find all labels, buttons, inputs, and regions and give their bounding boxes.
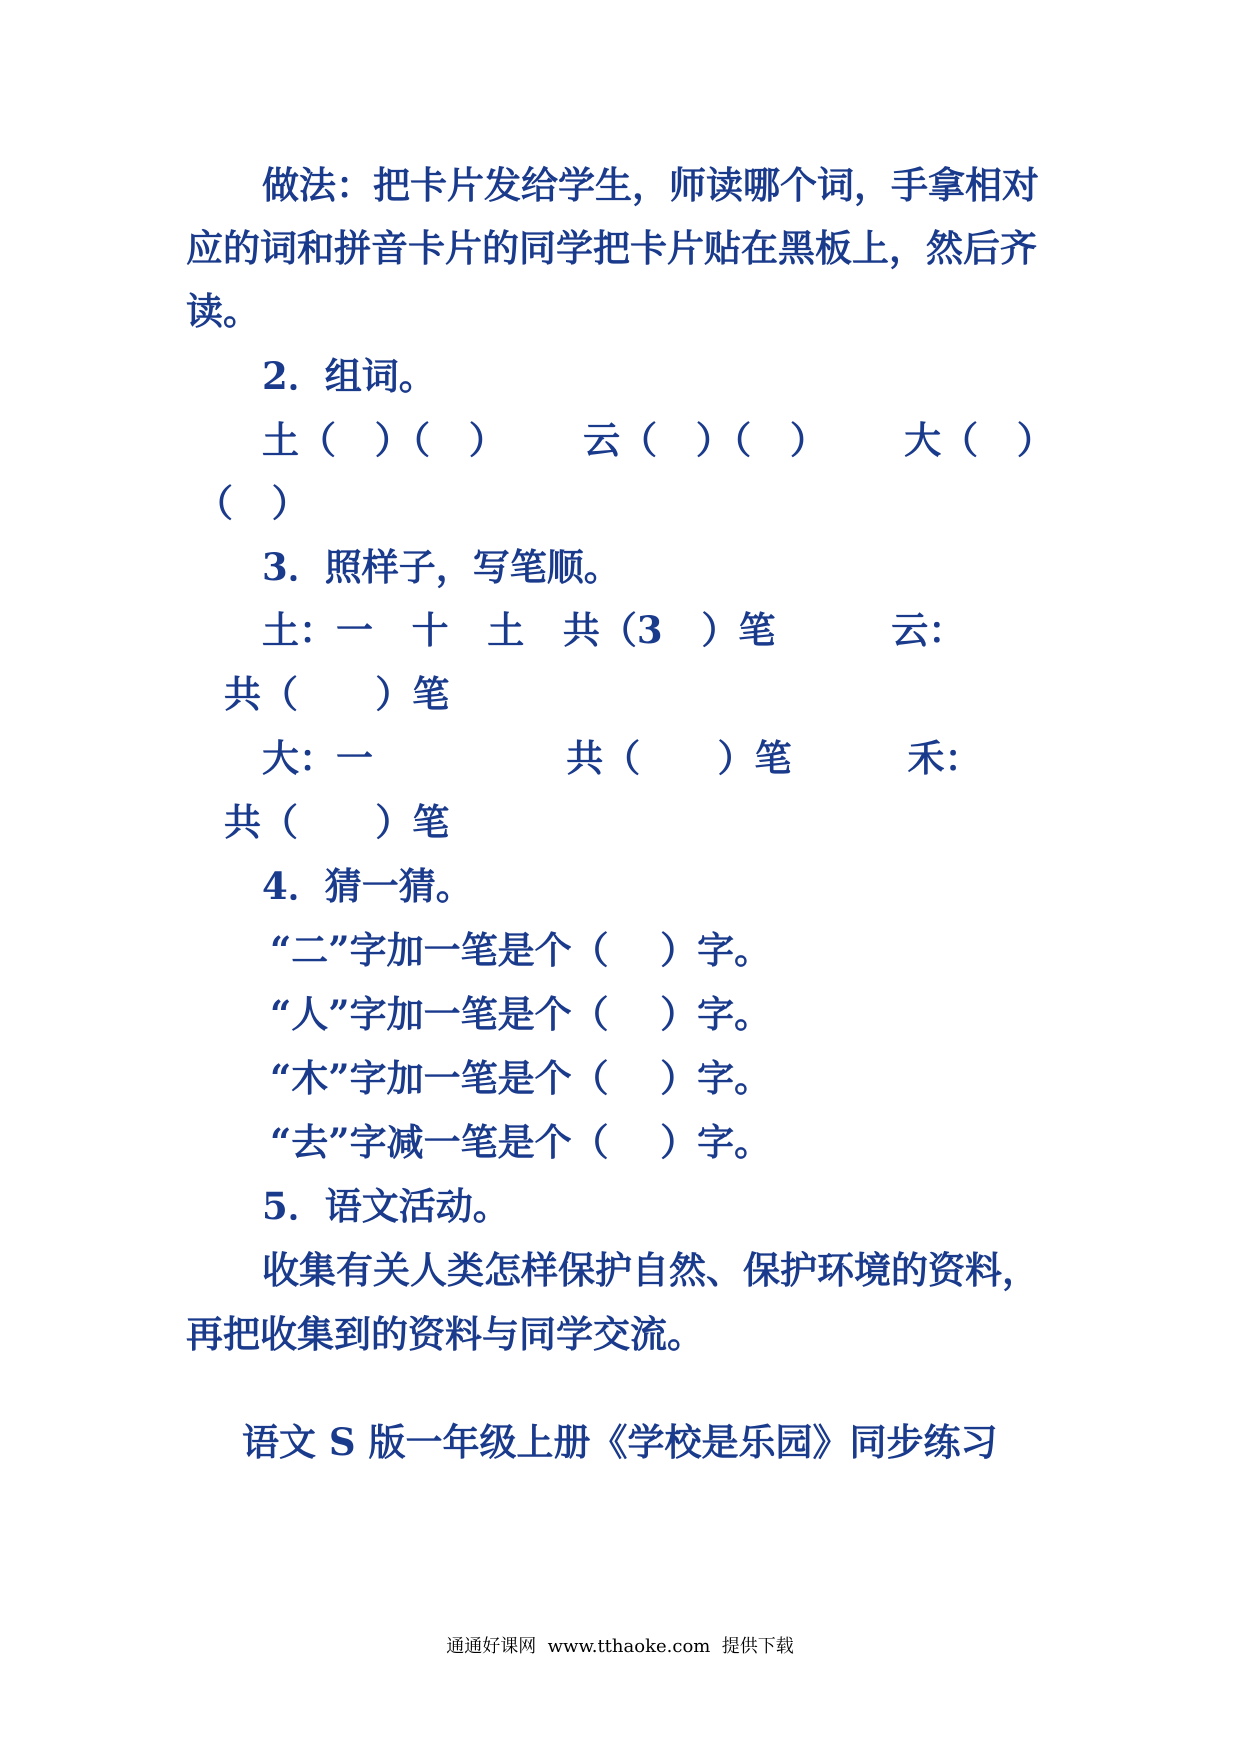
q3-row-2: 大：一 共（ ）笔 禾：: [262, 736, 982, 780]
q3-row-1: 土：一 十 土 共（3 ）笔 云：: [262, 608, 966, 652]
next-section-title: 语文 S 版一年级上册《学校是乐园》同步练习: [242, 1420, 998, 1464]
q3-row-1b: 共（ ）笔: [224, 672, 450, 716]
page-footer: 通通好课网 www.tthaoke.com 提供下载: [446, 1636, 794, 1657]
method-line-2: 应的词和拼音卡片的同学把卡片贴在黑板上，然后齐: [186, 226, 1037, 270]
q5-heading: 5．语文活动。: [262, 1184, 510, 1228]
q2-line-2: （ ）: [196, 481, 309, 525]
q2-line-1: 土（ ）（ ） 云（ ）（ ） 大（ ）: [262, 418, 1054, 462]
q4-item: “木”字加一笔是个（ ）字。: [270, 1056, 772, 1100]
q5-line-2: 再把收集到的资料与同学交流。: [186, 1312, 704, 1356]
method-line-3: 读。: [186, 289, 260, 333]
q5-line-1: 收集有关人类怎样保护自然、保护环境的资料，: [262, 1248, 1039, 1292]
q4-item: “二”字加一笔是个（ ）字。: [270, 928, 772, 972]
q2-heading: 2．组词。: [262, 354, 436, 398]
q4-heading: 4．猜一猜。: [262, 864, 473, 908]
q4-item: “去”字减一笔是个（ ）字。: [270, 1120, 772, 1164]
method-line-1: 做法：把卡片发给学生，师读哪个词，手拿相对: [262, 163, 1039, 207]
q3-row-2b: 共（ ）笔: [224, 800, 450, 844]
q3-heading: 3．照样子，写笔顺。: [262, 545, 621, 589]
q4-item: “人”字加一笔是个（ ）字。: [270, 992, 772, 1036]
